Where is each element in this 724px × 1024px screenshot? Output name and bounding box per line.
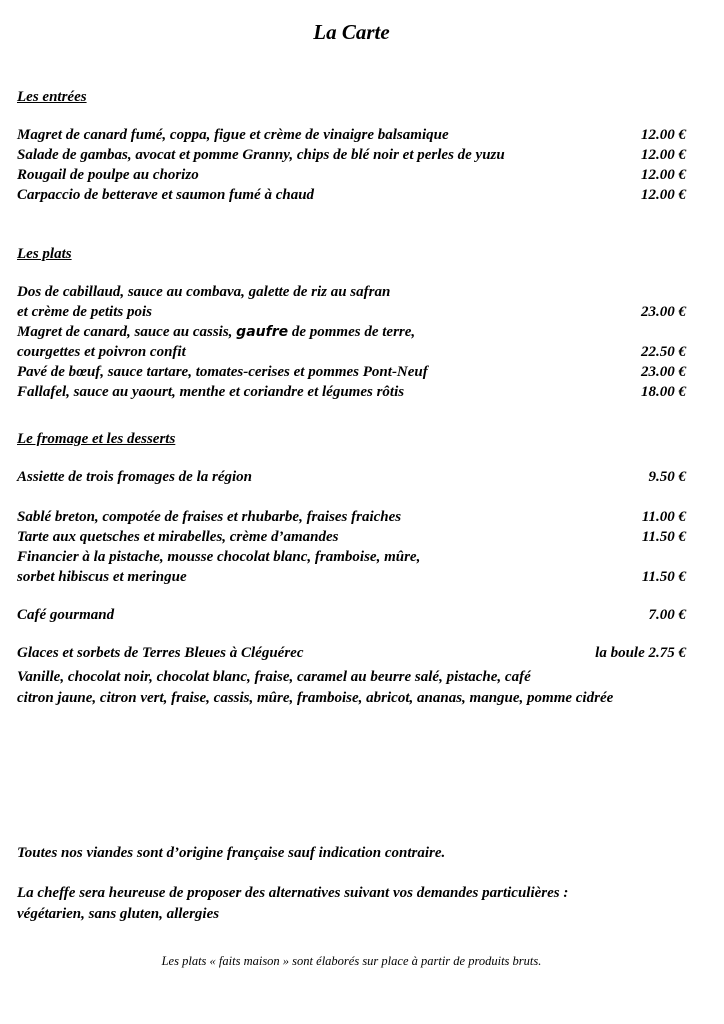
menu-item-text: Assiette de trois fromages de la région (17, 469, 252, 485)
menu-item (17, 282, 686, 322)
menu-item-text: Sablé breton, compotée de fraises et rhubarbe, fraises fraiches (17, 509, 402, 525)
note-alternatives-line1: La cheffe sera heureuse de proposer des alternatives suivant vos demandes particulières : (17, 885, 569, 901)
menu-item (17, 643, 686, 663)
menu-item-line: Financier à la pistache, mousse chocolat blanc, framboise, mûre, (17, 549, 421, 565)
menu-item-line: courgettes et poivron confit (17, 344, 186, 360)
menu-item-price: 12.00 € (641, 167, 686, 183)
note-alternatives-line2: végétarien, sans gluten, allergies (17, 906, 220, 922)
menu-item-price: 23.00 € (641, 364, 686, 380)
menu-item-text-special-word: gaufre (236, 324, 289, 340)
menu-item-price: 12.00 € (641, 127, 686, 143)
menu-item-text-segment: de pommes de terre, (288, 324, 416, 340)
menu-item-price: 23.00 € (641, 304, 686, 320)
menu-item-price: 12.00 € (641, 147, 686, 163)
menu-item-line: Dos de cabillaud, sauce au combava, galette de riz au safran (17, 284, 391, 300)
note-meat-origin: Toutes nos viandes sont d’origine française sauf indication contraire. (17, 845, 446, 861)
menu-item-text: Café gourmand (17, 607, 115, 623)
menu-item-price: 11.50 € (641, 569, 686, 585)
flavor-line: Vanille, chocolat noir, chocolat blanc, fraise, caramel au beurre salé, pistache, café (17, 669, 531, 685)
menu-item-text (17, 547, 632, 587)
menu-item (17, 185, 686, 205)
flavor-line: citron jaune, citron vert, fraise, cassis, mûre, framboise, abricot, ananas, mangue, pomme cidrée (17, 690, 614, 706)
menu-item-price: 11.50 € (641, 529, 686, 545)
menu-item-text: Glaces et sorbets de Terres Bleues à Cléguérec (17, 645, 304, 661)
menu-item-text: Salade de gambas, avocat et pomme Granny, chips de blé noir et perles de yuzu (17, 147, 505, 163)
entrees-items (17, 125, 686, 205)
page-title: La Carte (313, 20, 390, 44)
desserts-items (17, 467, 686, 709)
menu-item-text-segment: Magret de canard, sauce au cassis, (17, 324, 237, 340)
menu-item (17, 322, 686, 362)
menu-item-price: 22.50 € (641, 344, 686, 360)
menu-item-price: 9.50 € (648, 469, 686, 485)
menu-item-text: Pavé de bœuf, sauce tartare, tomates-cerises et pommes Pont-Neuf (17, 364, 428, 380)
section-heading-entrees: Les entrées (17, 89, 87, 105)
section-entrees (17, 88, 686, 205)
plats-items (17, 282, 686, 402)
menu-item (17, 547, 686, 587)
note-alternatives (17, 883, 686, 925)
section-desserts (17, 430, 686, 709)
menu-item-price: 7.00 € (648, 607, 686, 623)
footer-note-fait-maison: Les plats « faits maison » sont élaborés sur place à partir de produits bruts. (161, 954, 542, 968)
menu-item (17, 165, 686, 185)
menu-item-line (17, 322, 631, 342)
menu-item-text: Tarte aux quetsches et mirabelles, crème d’amandes (17, 529, 339, 545)
menu-item-price: 18.00 € (641, 384, 686, 400)
menu-item (17, 467, 686, 487)
menu-item-line: et crème de petits pois (17, 304, 152, 320)
section-heading-desserts: Le fromage et les desserts (17, 431, 176, 447)
menu-item-text: Carpaccio de betterave et saumon fumé à chaud (17, 187, 315, 203)
menu-item (17, 527, 686, 547)
menu-item-text: Magret de canard fumé, coppa, figue et crème de vinaigre balsamique (17, 127, 449, 143)
section-plats (17, 245, 686, 402)
menu-item-price: 11.00 € (641, 509, 686, 525)
menu-item (17, 145, 686, 165)
menu-item (17, 125, 686, 145)
notes-block (17, 843, 686, 969)
menu-item-price: la boule 2.75 € (595, 645, 686, 661)
menu-item-price: 12.00 € (641, 187, 686, 203)
menu-item (17, 507, 686, 527)
menu-item (17, 605, 686, 625)
menu-item-text (17, 322, 631, 362)
menu-item-line: sorbet hibiscus et meringue (17, 569, 187, 585)
menu-item-text: Rougail de poulpe au chorizo (17, 167, 199, 183)
menu-item-text: Fallafel, sauce au yaourt, menthe et coriandre et légumes rôtis (17, 384, 405, 400)
menu-item (17, 382, 686, 402)
section-heading-plats: Les plats (17, 246, 72, 262)
menu-item-text (17, 282, 631, 322)
ice-cream-flavors (17, 667, 686, 709)
menu-item (17, 362, 686, 382)
